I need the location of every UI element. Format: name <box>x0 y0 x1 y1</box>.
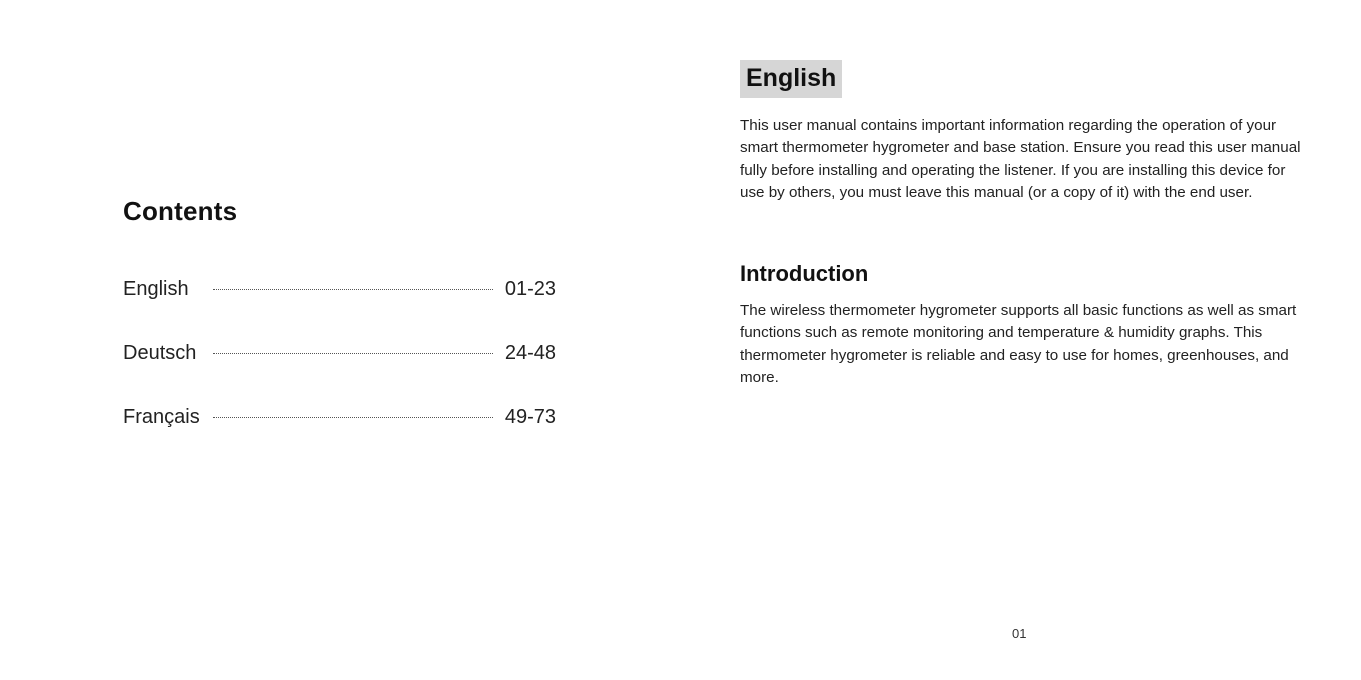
section-title-badge: English <box>740 60 842 98</box>
toc-label: Français <box>123 405 200 428</box>
toc-label: Deutsch <box>123 341 197 364</box>
toc-page-range: 49-73 <box>504 405 556 428</box>
right-page <box>680 0 1361 680</box>
intro-paragraph: This user manual contains important information regarding the operation of your smart thermometer hygrometer and base station. Ensure you read this user manual fully before installing and operating the listener. If you are installing this device for use by others, you must leave this manual (or a copy of it) with the end user. <box>740 117 1301 202</box>
toc-entry-francais[interactable] <box>123 404 556 430</box>
toc-leader-dots <box>213 353 493 354</box>
toc-leader-dots <box>213 289 493 290</box>
page-number: 01 <box>1012 626 1027 641</box>
introduction-paragraph: The wireless thermometer hygrometer supports all basic functions as well as smart functions such as remote monitoring and temperature & humidity graphs. This thermometer hygrometer is reliable and easy to use for homes, greenhouses, and more. <box>740 302 1297 387</box>
toc-entry-english[interactable] <box>123 276 556 302</box>
left-page <box>0 0 680 680</box>
toc-leader-dots <box>213 417 493 418</box>
toc-page-range: 01-23 <box>504 277 556 300</box>
introduction-heading: Introduction <box>740 261 869 286</box>
toc-label: English <box>123 277 189 300</box>
toc-page-range: 24-48 <box>504 341 556 364</box>
toc-entry-deutsch[interactable] <box>123 340 556 366</box>
contents-title: Contents <box>123 196 238 226</box>
